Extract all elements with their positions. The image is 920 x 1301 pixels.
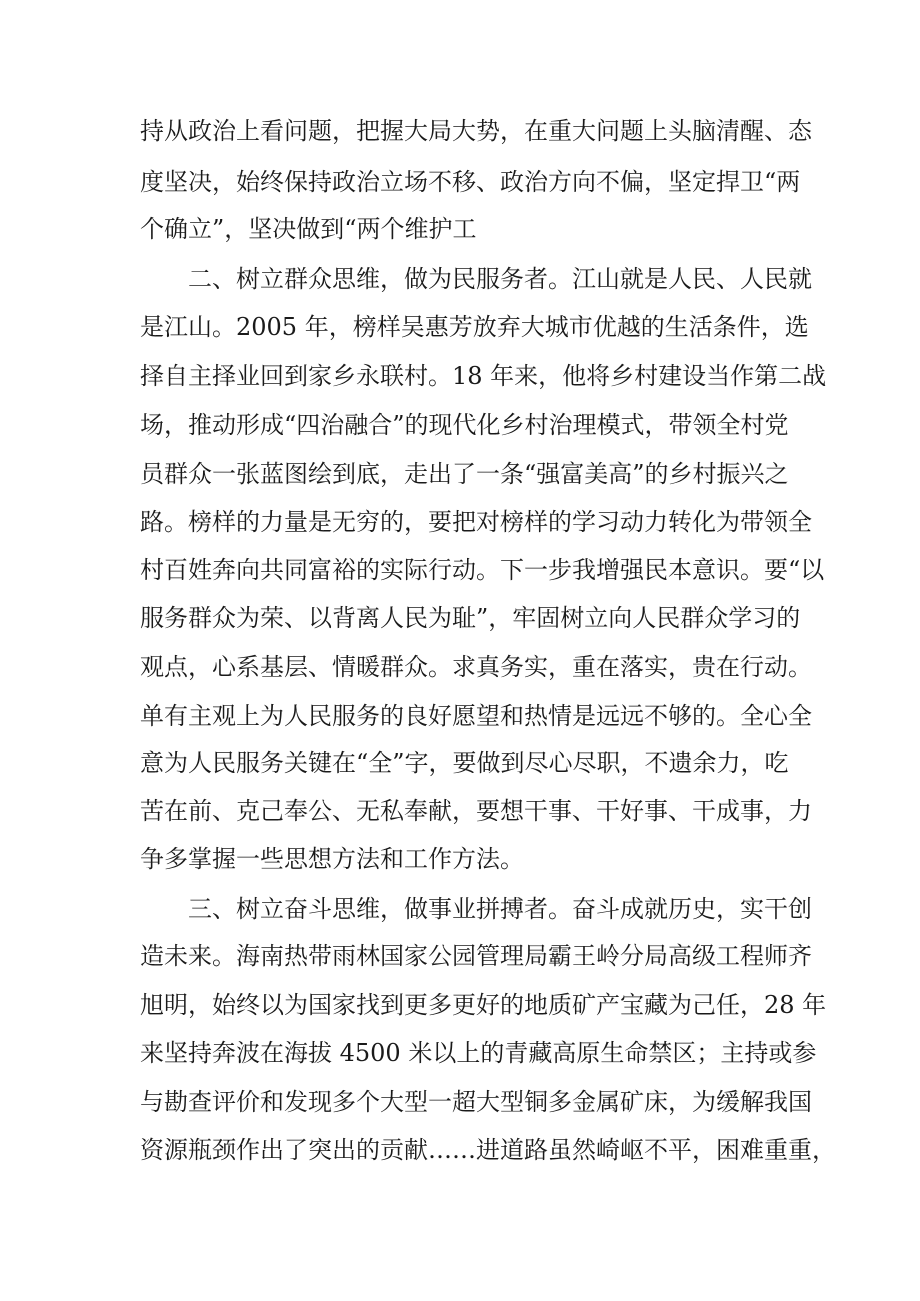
text-line: 村百姓奔向共同富裕的实际行动。下一步我增强民本意识。要“以	[140, 556, 825, 584]
text-line: 意为人民服务关键在“全”字，要做到尽心尽职，不遗余力，吃	[140, 749, 789, 777]
text-line: 单有主观上为人民服务的良好愿望和热情是远远不够的。全心全	[140, 702, 812, 730]
text-line: 持从政治上看问题，把握大局大势，在重大问题上头脑清醒、态	[140, 117, 812, 145]
text-line: 员群众一张蓝图绘到底，走出了一条“强富美高”的乡村振兴之	[140, 460, 789, 488]
text-line: 苦在前、克己奉公、无私奉献，要想干事、干好事、干成事，力	[140, 797, 812, 825]
text-line: 观点，心系基层、情暖群众。求真务实，重在落实，贵在行动。	[140, 653, 812, 681]
text-line: 场，推动形成“四治融合”的现代化乡村治理模式，带领全村党	[140, 411, 789, 439]
text-line: 是江山。2005 年，榜样吴惠芳放弃大城市优越的生活条件，选	[140, 313, 809, 341]
text-line: 路。榜样的力量是无穷的，要把对榜样的学习动力转化为带领全	[140, 508, 812, 536]
text-line: 来坚持奔波在海拔 4500 米以上的青藏高原生命禁区；主持或参	[140, 1039, 817, 1067]
text-line: 争多掌握一些思想方法和工作方法。	[140, 845, 524, 873]
text-line: 个确立”，坚决做到“两个维护工	[140, 215, 477, 243]
paragraph-heading-line: 二、树立群众思维，做为民服务者。江山就是人民、人民就	[188, 265, 812, 293]
text-line: 度坚决，始终保持政治立场不移、政治方向不偏，坚定捍卫“两	[140, 168, 801, 196]
paragraph-heading-line: 三、树立奋斗思维，做事业拼搏者。奋斗成就历史，实干创	[188, 895, 812, 923]
text-line: 造未来。海南热带雨林国家公园管理局霸王岭分局高级工程师齐	[140, 942, 812, 970]
text-line: 与勘查评价和发现多个大型一超大型铜多金属矿床，为缓解我国	[140, 1088, 812, 1116]
text-line: 择自主择业回到家乡永联村。18 年来，他将乡村建设当作第二战	[140, 362, 827, 390]
text-line: 服务群众为荣、以背离人民为耻”，牢固树立向人民群众学习的	[140, 604, 801, 632]
text-line: 旭明，始终以为国家找到更多更好的地质矿产宝藏为己任，28 年	[140, 991, 827, 1019]
text-line: 资源瓶颈作出了突出的贡献……进道路虽然崎岖不平，困难重重，	[140, 1136, 836, 1164]
